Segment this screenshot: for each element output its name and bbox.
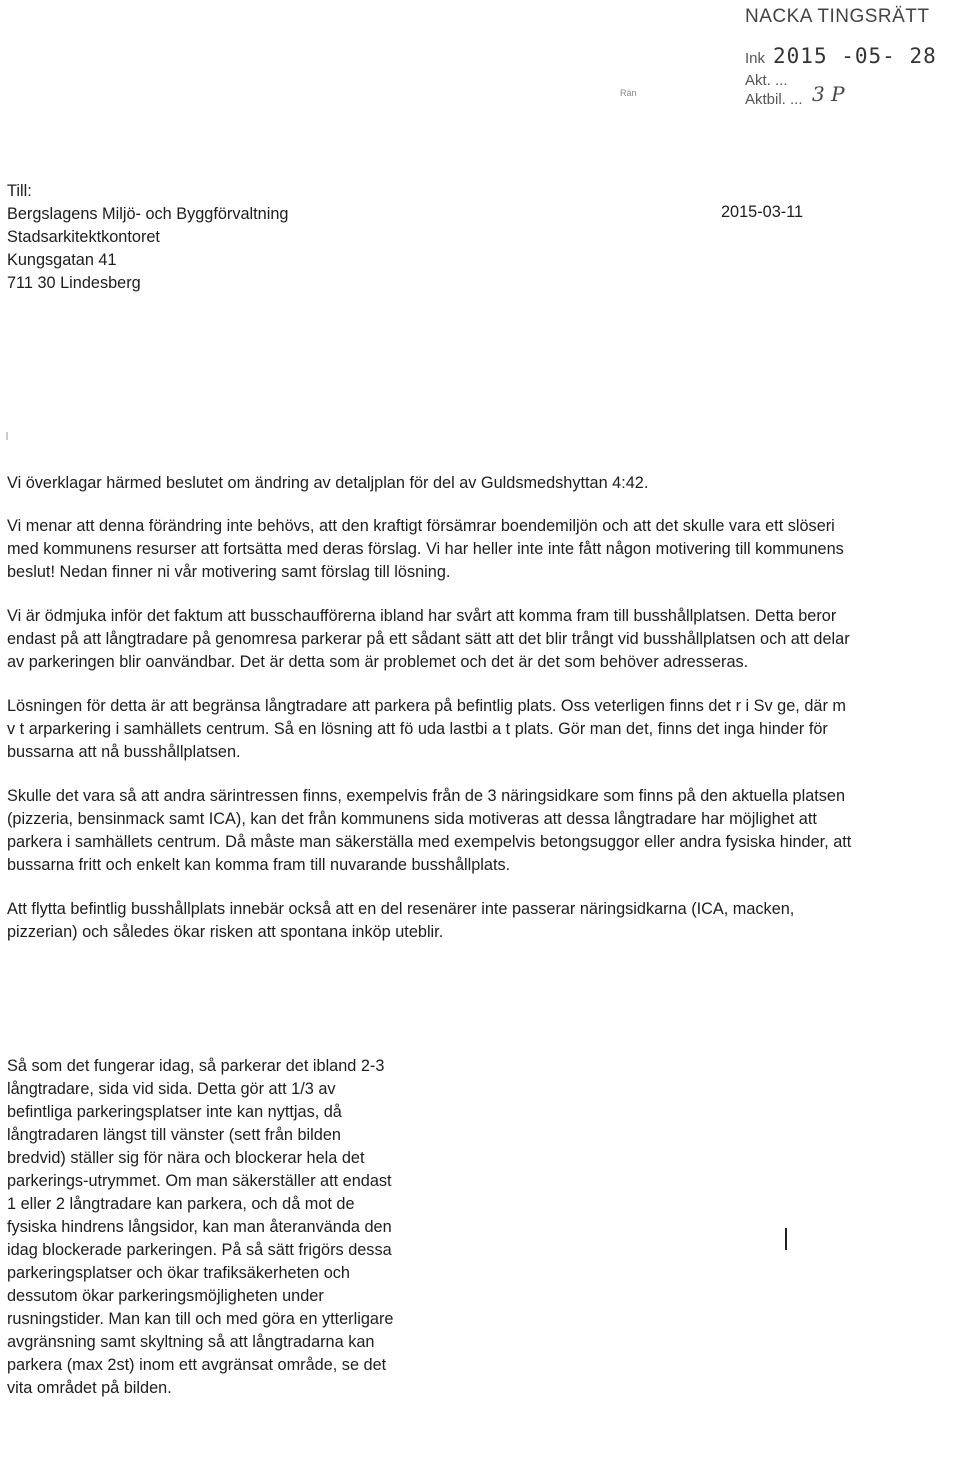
address-line: 711 30 Lindesberg (7, 274, 141, 292)
paragraph-appeal: Vi överklagar härmed beslutet om ändring av detaljplan för del av Guldsmedshyttan 4:42. (7, 474, 649, 492)
address-to: Till: (7, 182, 32, 200)
paragraph-bus-stop: Att flytta befintlig busshållplats innebär också att en del resenärer inte passerar näringsidkarna (ICA, macken, pizzerian) och således ökar risken att spontana inköp uteblir. (7, 900, 795, 941)
stamp-akt: Akt. ... (745, 72, 788, 89)
stamp-handwritten-note: 3 P (812, 82, 845, 106)
address-line: Kungsgatan 41 (7, 251, 117, 269)
address-line: Bergslagens Miljö- och Byggförvaltning (7, 205, 289, 223)
paragraph-parking-today: Så som det fungerar idag, så parkerar det ibland 2-3 långtradare, sida vid sida. Detta gör att 1/3 av befintliga parkeringsplatser inte kan nyttjas, då långtradaren längst till vänster (sett från bilden bredvid) ställer sig för nära och blockerar hela det parkerings-utrymmet. Om man säkerställer att endast 1 eller 2 långtradare kan parkera, och då mot de fysiska hindrens långsidor, kan man återanvända den idag blockerade parkeringen. På så sätt frigörs dessa parkeringsplatser och ökar trafiksäkerheten och dessutom ökar parkeringsmöjligheten under rusningstider. Man kan till och med göra en ytterligare avgränsning samt skyltning så att långtradarna kan parkera (max 2st) inom ett avgränsat område, se det vita området på bilden. (7, 1057, 394, 1397)
stamp-date-row (745, 44, 950, 68)
scan-mark (6, 432, 8, 440)
address-line: Stadsarkitektkontoret (7, 228, 160, 246)
stamp-small-text: Rän (620, 88, 637, 98)
paragraph-opinion: Vi menar att denna förändring inte behövs, att den kraftigt försämrar boendemiljön och att det skulle vara ett slöseri med kommunens resurser att fortsätta med deras förslag. Vi har heller inte inte fått någon motivering till kommunens beslut! Nedan finner ni vår motivering samt förslag till lösning. (7, 517, 844, 581)
paragraph-problem: Vi är ödmjuka inför det faktum att busschaufförerna ibland har svårt att komma fram till busshållplatsen. Detta beror endast på att långtradare på genomresa parkerar på ett sådant sätt att det blir trångt vid busshållplatsen och att delar av parkeringen blir oanvändbar. Det är detta som är problemet och det är det som behöver adresseras. (7, 607, 850, 671)
stamp-ink-label: Ink (745, 50, 766, 67)
court-stamp (745, 6, 950, 108)
recipient-address (7, 180, 527, 295)
letter-date: 2015-03-11 (721, 203, 804, 221)
letter-body (7, 472, 857, 965)
paragraph-alternative: Skulle det vara så att andra särintressen finns, exempelvis från de 3 näringsidkare som finns på den aktuella platsen (pizzeria, bensinmack samt ICA), kan det från kommunens sida motiveras att dessa långtradare har möjlighet att parkera i samhällets centrum. Då måste man säkerställa med exempelvis betongsuggor eller andra fysiska hinder, att bussarna fritt och enkelt kan komma fram till nuvarande busshållplats. (7, 787, 852, 874)
stamp-date: 2015 -05- 28 (773, 44, 937, 68)
court-name: NACKA TINGSRÄTT (745, 6, 930, 27)
stamp-aktbil: Aktbil. ... (745, 91, 803, 108)
scan-mark (785, 1228, 787, 1250)
paragraph-solution: Lösningen för detta är att begränsa långtradare att parkera på befintlig plats. Oss veterligen finns det r i Sv ge, där m v t arparkering i samhällets centrum. Så en lösning att fö uda lastbi a t plats. Gör man det, finns det inga hinder för bussarna att nå busshållplatsen. (7, 697, 846, 761)
